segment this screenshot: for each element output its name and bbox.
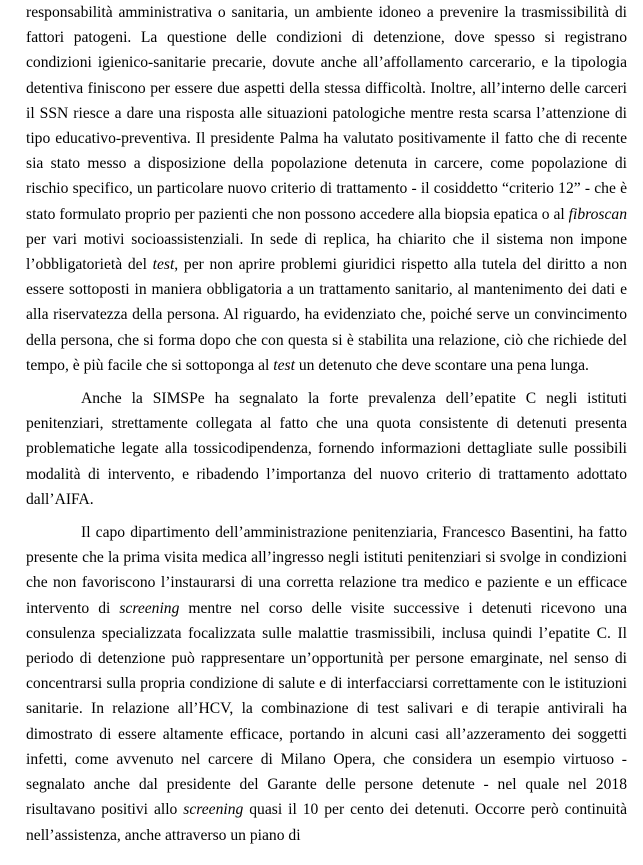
italic-term: test <box>152 256 175 274</box>
text-run: responsabilità amministrativa o sanitaria, un ambiente idoneo a prevenire la trasmissibilità di fattori patogeni. La questione delle condizioni di detenzione, dove spesso si registrano condizioni igienico-sanitarie precarie, dovute anche all’affollamento carcerario, e la tipologia detentiva finiscono per essere due aspetti della stessa difficoltà. Inoltre, all’interno delle carceri il SSN riesce a dare una risposta alle situazioni patologiche mentre resta scarsa l’attenzione di tipo educativo-preventiva. Il presidente Palma ha valutato positivamente il fatto che di recente sia stato messo a disposizione della popolazione detenuta in carcere, come popolazione di rischio specifico, un particolare nuovo criterio di trattamento - il cosiddetto “criterio 12” - che è stato formulato proprio per pazienti che non possono accedere alla biopsia epatica o al <box>26 4 627 223</box>
text-run: un detenuto che deve scontare una pena lunga. <box>294 356 589 374</box>
text-run: Anche la SIMSPe ha segnalato la forte prevalenza dell’epatite C negli istituti penitenziari, strettamente collegata al fatto che una quota consistente di detenuti presenta problematiche legate alla tossicodipendenza, fornendo informazioni dettagliate sulle possibili modalità di intervento, e ribadendo l’importanza del nuovo criterio di trattamento adottato dall’AIFA. <box>26 390 627 508</box>
italic-term: screening <box>183 801 244 819</box>
paragraph <box>26 520 627 848</box>
italic-term: test <box>273 356 295 374</box>
text-run: Il capo dipartimento dell’amministrazione penitenziaria, Francesco Basentini, ha fatto presente che la prima visita medica all’ingresso negli istituti penitenziari si svolge in condizioni che non favoriscono l’instaurarsi di una corretta relazione tra medico e paziente e un efficace intervento di <box>26 524 627 617</box>
italic-term: screening <box>119 599 180 617</box>
text-run: quasi il 10 per cento dei detenuti. Occorre però continuità nell’assistenza, anche attraverso un piano di <box>26 801 628 844</box>
text-run: per vari motivi socioassistenziali. In sede di replica, ha chiarito che il sistema non impone l’obbligatorietà del <box>26 230 627 274</box>
text-run: , per non aprire problemi giuridici rispetto alla tutela del diritto a non essere sottoposti in maniera obbligatoria a un trattamento sanitario, al mantenimento dei dati e alla riservatezza della persona. Al riguardo, ha evidenziato che, poiché serve un convincimento della persona, che si forma dopo che con questa si è stabilita una relazione, ciò che richiede del tempo, è più facile che si sottoponga al <box>26 256 627 374</box>
document-page <box>26 0 627 848</box>
paragraph <box>26 386 627 512</box>
text-run: mentre nel corso delle visite successive i detenuti ricevono una consulenza specializzata focalizzata sulle malattie trasmissibili, inclusa quindi l’epatite C. Il periodo di detenzione può rappresentare un’opportunità per persone emarginate, nel senso di concentrarsi sulla propria condizione di salute e di interfacciarsi correttamente con le istituzioni sanitarie. In relazione all’HCV, la combinazione di test salivari e di terapie antivirali ha dimostrato di essere altamente efficace, portando in alcuni casi all’azzeramento dei soggetti infetti, come avvenuto nel carcere di Milano Opera, che considera un esempio virtuoso - segnalato anche dal presidente del Garante delle persone detenute - nel quale nel 2018 risultavano positivi allo <box>26 599 627 819</box>
italic-term: fibroscan <box>568 205 627 223</box>
paragraph <box>26 0 627 378</box>
